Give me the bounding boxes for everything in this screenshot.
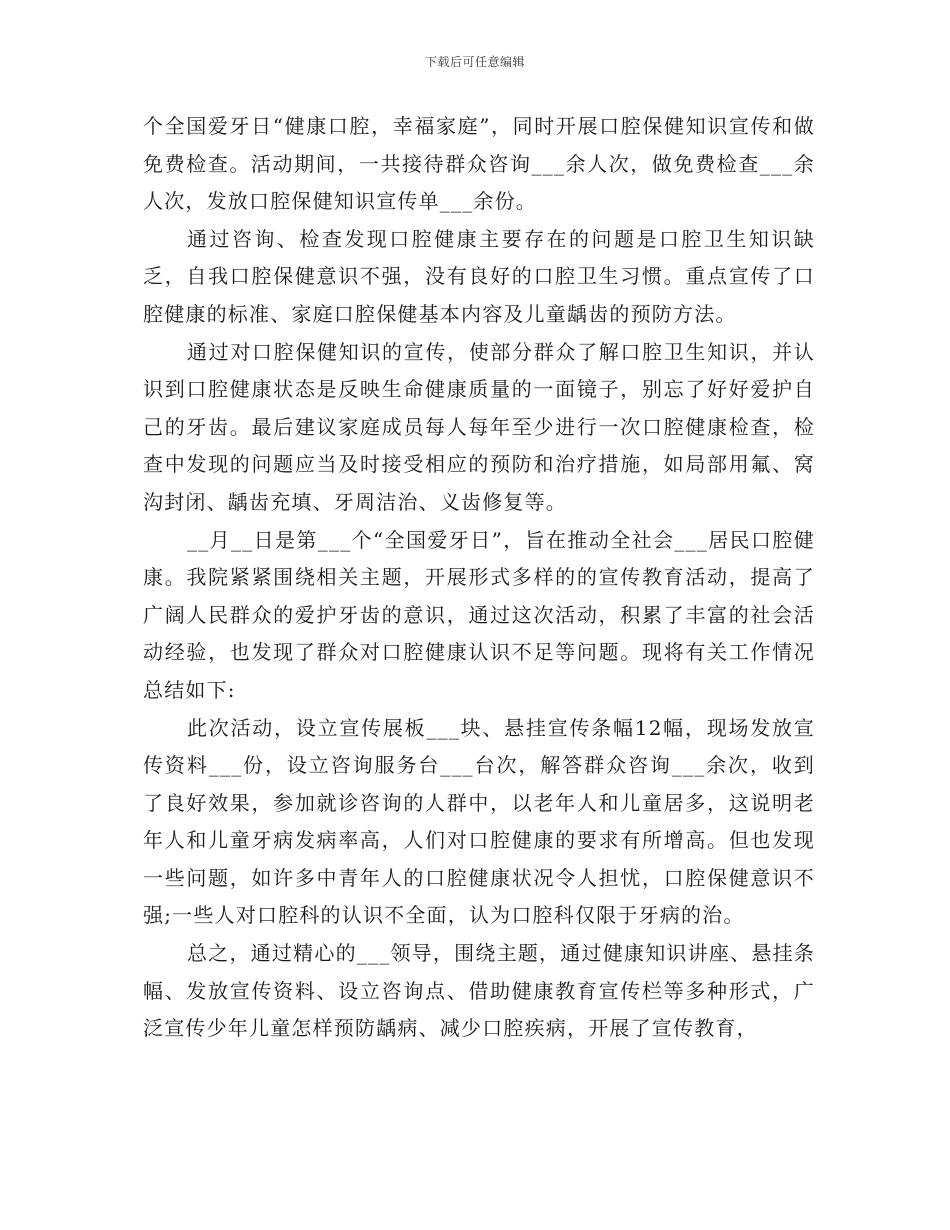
paragraph-6: 总之，通过精心的___领导，围绕主题，通过健康知识讲座、悬挂条幅、发放宣传资料、设立咨询点、借助健康教育宣传栏等多种形式，广泛宣传少年儿童怎样预防龋病、减少口腔疾病，开展了宣传教育， [143,941,815,1041]
paragraph-4: __月__日是第___个“全国爱牙日”，旨在推动全社会___居民口腔健康。我院紧紧围绕相关主题，开展形式多样的的宣传教育活动，提高了广阔人民群众的爱护牙齿的意识，通过这次活动，积累了丰富的社会活动经验，也发现了群众对口腔健康认识不足等问题。现将有关工作情况总结如下: [143,527,815,702]
document-body [143,108,815,1048]
paragraph-1: 个全国爱牙日“健康口腔，幸福家庭”，同时开展口腔保健知识宣传和做免费检查。活动期间，一共接待群众咨询___余人次，做免费检查___余人次，发放口腔保健知识宣传单___余份。 [143,114,815,214]
paragraph-2: 通过咨询、检查发现口腔健康主要存在的问题是口腔卫生知识缺乏，自我口腔保健意识不强，没有良好的口腔卫生习惯。重点宣传了口腔健康的标准、家庭口腔保健基本内容及儿童龋齿的预防方法。 [143,226,815,326]
page-header: 下载后可任意编辑 [424,55,525,69]
paragraph-3: 通过对口腔保健知识的宣传，使部分群众了解口腔卫生知识，并认识到口腔健康状态是反映生命健康质量的一面镜子，别忘了好好爱护自己的牙齿。最后建议家庭成员每人每年至少进行一次口腔健康检查，检查中发现的问题应当及时接受相应的预防和治疗措施，如局部用氟、窝沟封闭、龋齿充填、牙周洁治、义齿修复等。 [143,339,815,514]
paragraph-5: 此次活动，设立宣传展板___块、悬挂宣传条幅12幅，现场发放宣传资料___份，设立咨询服务台___台次，解答群众咨询___余次，收到了良好效果，参加就诊咨询的人群中，以老年人和儿童居多，这说明老年人和儿童牙病发病率高，人们对口腔健康的要求有所增高。但也发现一些问题，如许多中青年人的口腔健康状况令人担忧，口腔保健意识不强;一些人对口腔科的认识不全面，认为口腔科仅限于牙病的治。 [143,715,815,928]
